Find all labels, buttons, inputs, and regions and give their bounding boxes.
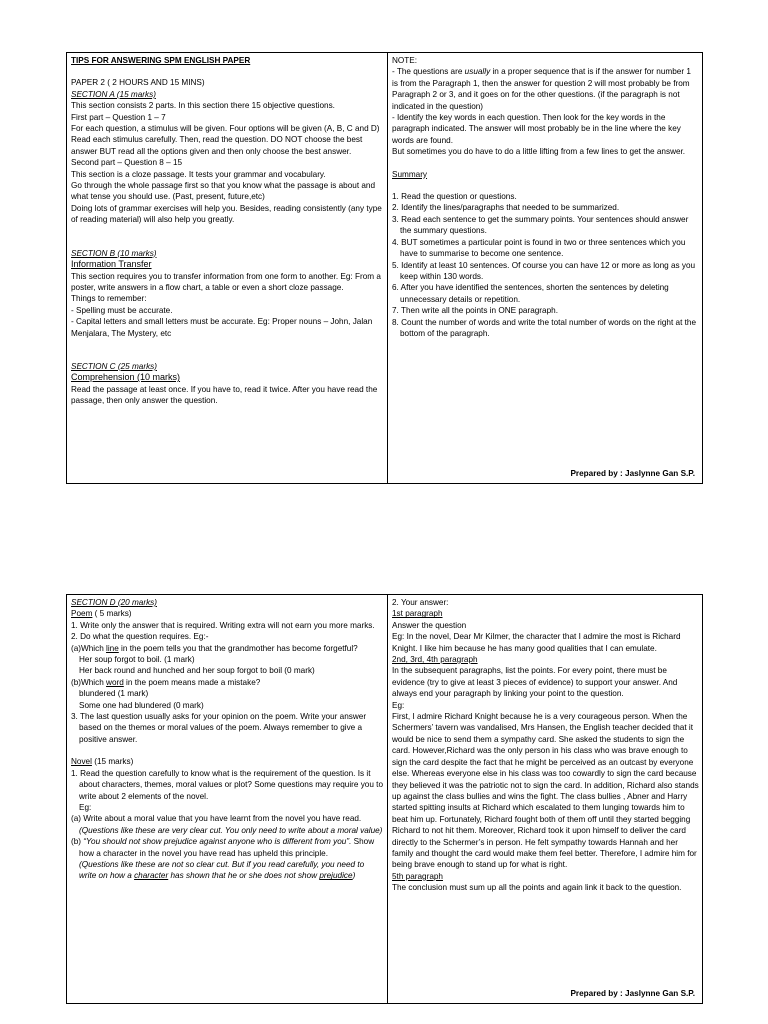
poem-example-b-answer-2: Some one had blundered (0 mark) <box>79 700 204 710</box>
section-b-text-4: - Capital letters and small letters must be accurate. Eg: Proper nouns – John, Jalan Menjalara, The Mystery, etc <box>71 317 373 338</box>
top-left-column <box>67 53 387 483</box>
poem-tip-3: 3. The last question usually asks for your opinion on the poem. Write your answer based on the themes or moral values of the poem. Always remember to give a positive answer. <box>71 712 367 744</box>
example-1-text: Eg: In the novel, Dear Mr Kilmer, the character that I admire the most is Richard Knight. I like him because he has many good qualities that I can emulate. <box>392 632 681 653</box>
comprehension-heading: Comprehension (10 marks) <box>71 372 181 383</box>
poem-example-a-pre: (a)Which <box>71 643 107 653</box>
poem-example-a <box>71 643 383 654</box>
section-c-heading: SECTION C (25 marks) <box>71 361 157 371</box>
summary-step: 1. Read the question or questions. <box>392 192 517 202</box>
novel-note-key-1: character <box>134 871 169 881</box>
summary-step: 6. After you have identified the sentences, shorten the sentences by deleting unnecessary details or repetition. <box>392 283 669 304</box>
poem-heading <box>71 608 383 619</box>
novel-note-part-2: has shown that he or she does not show <box>168 871 320 881</box>
novel-example-a: (a) Write about a moral value that you have learnt from the novel you have read. <box>71 814 362 824</box>
novel-example-b-quote: “You should not show prejudice against anyone who is different from you”. <box>83 837 352 847</box>
prepared-by-bottom: Prepared by : Jaslynne Gan S.P. <box>570 988 695 998</box>
poem-label: Poem <box>71 609 93 619</box>
section-b-text-2: Things to remember: <box>71 294 147 304</box>
poem-example-b-answer-1: blundered (1 mark) <box>79 689 149 699</box>
example-2-label: Eg: <box>392 700 405 710</box>
paper-heading: PAPER 2 ( 2 HOURS AND 15 MINS) <box>71 78 205 88</box>
section-a-text-7: Go through the whole passage first so that you know what the passage is about and what tense you should use. (Past, present, future,etc) <box>71 181 376 202</box>
novel-note-key-2: prejudice <box>319 871 353 881</box>
note-text-1 <box>392 66 699 112</box>
novel-example-b-pre: (b) <box>71 837 84 847</box>
your-answer-heading: 2. Your answer: <box>392 598 449 607</box>
note-text-1-emphasis: usually <box>464 67 491 77</box>
summary-step: 7. Then write all the points in ONE paragraph. <box>392 306 558 316</box>
answer-question-text: Answer the question <box>392 620 467 630</box>
top-tips-box <box>66 52 703 484</box>
bottom-right-column <box>388 595 703 1003</box>
section-b-text-1: This section requires you to transfer information from one form to another. Eg: From a poster, write answers in a flow chart, a table or even a short cloze passage. <box>71 271 381 292</box>
section-a-text-2: First part – Question 1 – 7 <box>71 112 166 122</box>
section-b-heading: SECTION B (10 marks) <box>71 248 157 258</box>
novel-heading <box>71 756 383 767</box>
conclusion-text: The conclusion must sum up all the points and again link it back to the question. <box>392 883 682 893</box>
novel-example-a-note: (Questions like these are very clear cut. You only need to write about a moral value) <box>79 825 383 835</box>
note-text-1-post: in a proper sequence that is if the answer for number 1 is from the Paragraph 1, then the answer for question 2 will most probably be from Paragraph 2 or 3, and it goes on for the other questions. (if the paragraph is not indicated in the question) <box>392 67 691 111</box>
prepared-by-top: Prepared by : Jaslynne Gan S.P. <box>570 468 695 478</box>
summary-step: 3. Read each sentence to get the summary points. Your sentences should answer the summary questions. <box>392 214 689 236</box>
novel-marks: (15 marks) <box>91 757 134 767</box>
poem-example-b-key: word <box>106 677 124 687</box>
subsequent-paragraphs-text: In the subsequent paragraphs, list the points. For every point, there must be evidence (try to give at least 3 pieces of evidence) to support your answer. And always end your paragraph by linking your point to the question. <box>392 666 678 699</box>
poem-tip-2: 2. Do what the question requires. Eg:- <box>71 632 209 642</box>
note-text-2: - Identify the key words in each question. Then look for the key words in the paragraph indicated. The answer will most probably be in the line where the key words are found. <box>392 113 681 145</box>
section-d-heading: SECTION D (20 marks) <box>71 598 157 607</box>
novel-tip-1: 1. Read the question carefully to know what is the requirement of the question. Is it about characters, themes, moral values or plot? Some questions may require you to write about 2 elements of the novel. <box>71 768 384 801</box>
poem-example-a-post: in the poem tells you that the grandmother has become forgetful? <box>118 643 358 653</box>
novel-eg: Eg: <box>79 802 92 812</box>
section-a-text-8: Doing lots of grammar exercises will help you. Besides, reading consistently (any type of reading material) will also help you greatly. <box>71 203 382 225</box>
section-b-text-3: - Spelling must be accurate. <box>71 305 173 315</box>
example-essay-text: First, I admire Richard Knight because he is a very courageous person. When the Schermers’ tavern was vandalised, Mrs Hansen, the English teacher decided that it would be nice to send them a sympathy card. She asked the students to sign the card. However,Richard was the only person in his class who was brave enough to sign the card despite the fact that he might be perceived as an outcast by everyone else. Whereas everyone else in his class was too cowardly to sign the card because they believed it was the patriotic not to sign the card. In addition, Richard also stands up against the class bullies and wins the fight. The class bullies , Abner and Harry started spitting insults at Richard which escalated to them lunging towards him to beat him up. Fortunately, Richard fought both of them off until they started begging Richard to not hit them. Moreover, Richard took it upon himself to deliver the card directly to the Schermer’s in person. He felt sympathy towards Hannah and her family and thought the card would make them feel better. Therefore, I admire him for being brave enough to stand up for what is right. <box>392 712 699 870</box>
poem-example-b-post: in the poem means made a mistake? <box>123 677 261 687</box>
section-a-text-4: Read each stimulus carefully. Then, read the question. DO NOT choose the best answer BUT read all the options given and then only choose the best answer. <box>71 135 363 156</box>
doc-title: TIPS FOR ANSWERING SPM ENGLISH PAPER <box>71 56 251 65</box>
poem-tip-1: 1. Write only the answer that is required. Writing extra will not earn you more marks. <box>71 620 375 630</box>
summary-step: 4. BUT sometimes a particular point is found in two or three sentences which you have to summarise to become one sentence. <box>392 237 686 259</box>
poem-example-a-answer-1: Her soup forgot to boil. (1 mark) <box>79 655 195 665</box>
bottom-left-column <box>67 595 387 1003</box>
poem-example-a-key: line <box>106 643 119 653</box>
top-right-column <box>388 53 703 483</box>
summary-heading: Summary <box>392 169 428 179</box>
poem-marks: ( 5 marks) <box>92 609 132 619</box>
novel-example-b-post: Show how a character in the novel you have read has upheld this principle. <box>79 837 375 858</box>
poem-example-b <box>71 677 383 688</box>
note-heading: NOTE: <box>392 56 418 65</box>
summary-step: 5. Identify at least 10 sentences. Of course you can have 12 or more as long as you keep within 130 words. <box>392 260 696 281</box>
novel-note-part-1: (Questions like these are not so clear cut. But if you read carefully, you need to write on how a <box>79 859 365 881</box>
first-paragraph-heading: 1st paragraph <box>392 609 443 619</box>
section-a-text-5: Second part – Question 8 – 15 <box>71 158 183 168</box>
information-transfer-heading: Information Transfer <box>71 259 152 270</box>
bottom-tips-box <box>66 594 703 1004</box>
summary-step: 8. Count the number of words and write the total number of words on the right at the bottom of the paragraph. <box>392 317 697 338</box>
novel-label: Novel <box>71 757 92 767</box>
novel-example-b-note <box>71 859 383 882</box>
note-text-3: But sometimes you do have to do a little lifting from a few lines to get the answer. <box>392 147 686 157</box>
poem-example-a-answer-2: Her back round and hunched and her soup forgot to boil (0 mark) <box>79 666 315 676</box>
poem-example-b-pre: (b)Which <box>71 677 107 687</box>
middle-paragraphs-heading: 2nd, 3rd, 4th paragraph <box>392 655 478 665</box>
section-a-heading: SECTION A (15 marks) <box>71 89 156 99</box>
note-text-1-pre: - The questions are <box>392 67 465 77</box>
novel-example-b <box>71 836 383 859</box>
section-a-text-3: For each question, a stimulus will be given. Four options will be given (A, B, C and D) <box>71 124 380 134</box>
section-a-text-6: This section is a cloze passage. It tests your grammar and vocabulary. <box>71 169 326 179</box>
fifth-paragraph-heading: 5th paragraph <box>392 871 443 881</box>
summary-step: 2. Identify the lines/paragraphs that needed to be summarized. <box>392 203 620 213</box>
novel-note-part-3: ) <box>352 871 356 881</box>
section-c-text-1: Read the passage at least once. If you have to, read it twice. After you have read the passage, then only answer the question. <box>71 384 378 406</box>
section-a-text-1: This section consists 2 parts. In this section there 15 objective questions. <box>71 101 335 111</box>
